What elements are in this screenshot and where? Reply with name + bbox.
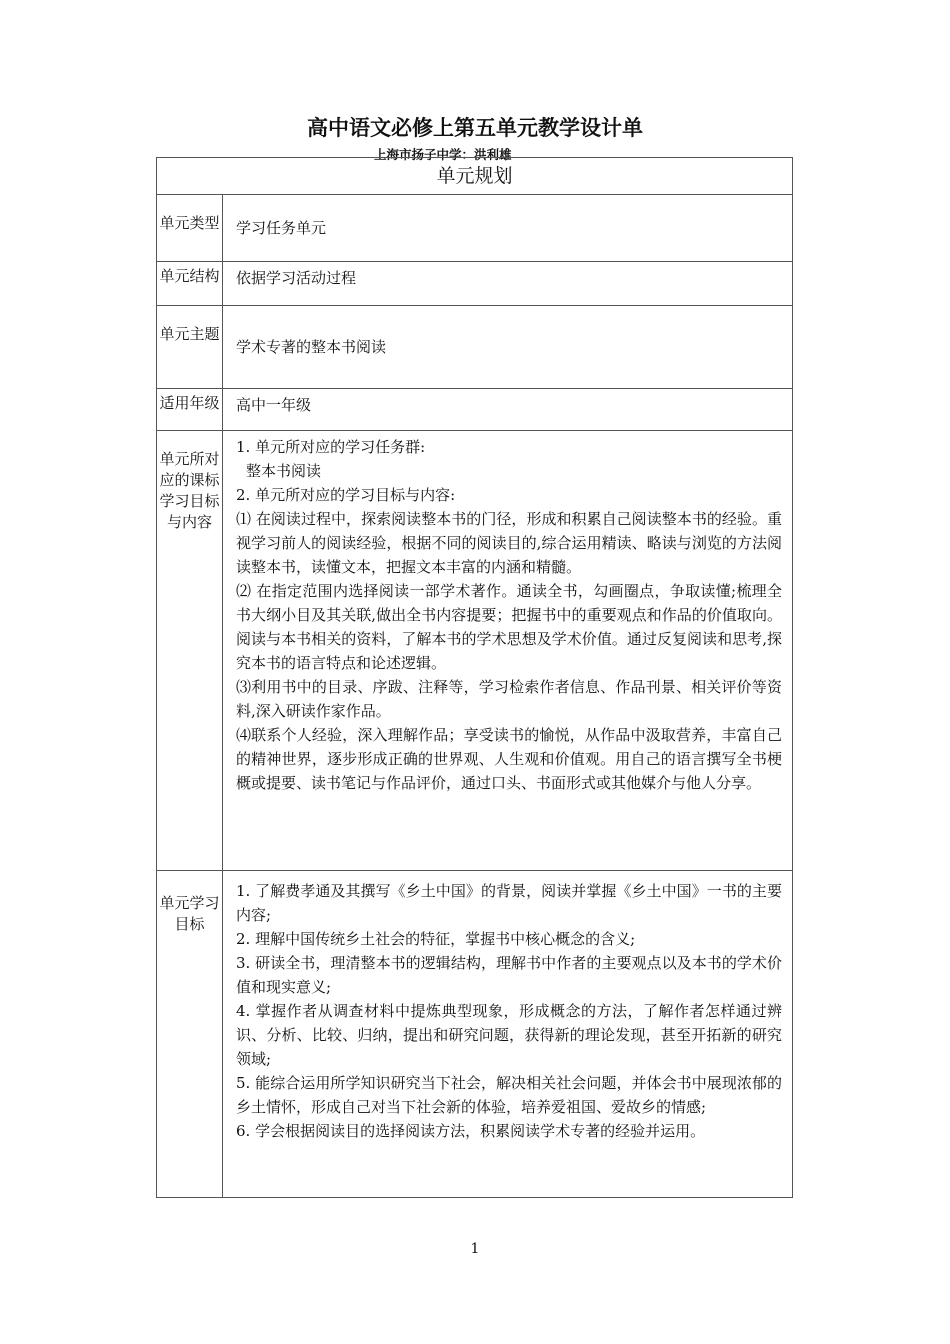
table-row-grade bbox=[157, 389, 793, 431]
list-item: 6. 学会根据阅读目的选择阅读方法，积累阅读学术专著的经验并运用。 bbox=[236, 1122, 706, 1140]
row-label: 单元主题 bbox=[157, 306, 223, 389]
table-row-curriculum-standards bbox=[157, 431, 793, 871]
row-label: 单元类型 bbox=[157, 195, 223, 262]
table-header-row bbox=[157, 158, 793, 195]
row-label: 单元结构 bbox=[157, 262, 223, 306]
list-item: ⑴ 在阅读过程中，探索阅读整本书的门径，形成和积累自己阅读整本书的经验。重视学习前人的阅读经验，根据不同的阅读目的,综合运用精读、略读与浏览的方法阅读整本书，读懂文本，把握文本丰富的内涵和精髓。 bbox=[236, 510, 782, 576]
table-row-unit-structure bbox=[157, 262, 793, 306]
document-author: 上海市扬子中学：洪利雄 bbox=[374, 147, 512, 162]
list-item: 4. 掌握作者从调查材料中提炼典型现象，形成概念的方法，了解作者怎样通过辨识、分析、比较、归纳，提出和研究问题，获得新的理论发现，甚至开拓新的研究领域; bbox=[236, 1002, 782, 1068]
row-value: 学习任务单元 bbox=[223, 195, 793, 262]
page-number: 1 bbox=[470, 1241, 480, 1257]
document-title: 高中语文必修上第五单元教学设计单 bbox=[307, 116, 643, 140]
list-item: 2. 单元所对应的学习目标与内容: bbox=[236, 486, 456, 504]
table-row-unit-theme bbox=[157, 306, 793, 389]
row-label: 单元所对应的课标学习目标与内容 bbox=[157, 431, 223, 871]
table-row-learning-objectives bbox=[157, 871, 793, 1198]
list-item: ⑷联系个人经验，深入理解作品；享受读书的愉悦，从作品中汲取营养，丰富自己的精神世界，逐步形成正确的世界观、人生观和价值观。用自己的语言撰写全书梗概或提要、读书笔记与作品评价，通过口头、书面形式或其他媒介与他人分享。 bbox=[236, 726, 782, 792]
table-header: 单元规划 bbox=[157, 158, 793, 195]
row-value: 学术专著的整本书阅读 bbox=[223, 306, 793, 389]
row-value bbox=[223, 431, 793, 871]
list-item: 1. 了解费孝通及其撰写《乡土中国》的背景，阅读并掌握《乡土中国》一书的主要内容; bbox=[236, 882, 782, 924]
unit-plan-table bbox=[156, 157, 793, 1198]
row-value: 高中一年级 bbox=[223, 389, 793, 431]
list-item: ⑶利用书中的目录、序跋、注释等，学习检索作者信息、作品刊景、相关评价等资料,深入研读作家作品。 bbox=[236, 678, 782, 720]
table-row-unit-type bbox=[157, 195, 793, 262]
list-item: 2. 理解中国传统乡土社会的特征，掌握书中核心概念的含义; bbox=[236, 930, 636, 948]
row-value bbox=[223, 871, 793, 1198]
row-label: 适用年级 bbox=[157, 389, 223, 431]
row-value: 依据学习活动过程 bbox=[223, 262, 793, 306]
list-item: 1. 单元所对应的学习任务群: bbox=[236, 438, 426, 456]
row-label: 单元学习目标 bbox=[157, 871, 223, 1198]
list-item: 3. 研读全书，理清整本书的逻辑结构，理解书中作者的主要观点以及本书的学术价值和现实意义; bbox=[236, 954, 782, 996]
list-item: ⑵ 在指定范围内选择阅读一部学术著作。通读全书，勾画圈点，争取读懂;梳理全书大纲小目及其关联,做出全书内容提要；把握书中的重要观点和作品的价值取向。阅读与本书相关的资料，了解本书的学术思想及学术价值。通过反复阅读和思考,探究本书的语言特点和论述逻辑。 bbox=[236, 582, 782, 672]
list-item: 整本书阅读 bbox=[246, 462, 322, 480]
list-item: 5. 能综合运用所学知识研究当下社会，解决相关社会问题，并体会书中展现浓郁的乡土情怀，形成自己对当下社会新的体验，培养爱祖国、爱故乡的情感; bbox=[236, 1074, 782, 1116]
